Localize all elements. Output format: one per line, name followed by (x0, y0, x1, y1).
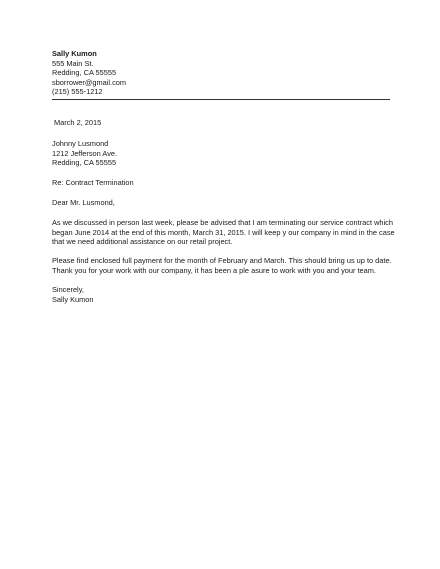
recipient-street: 1212 Jefferson Ave. (52, 148, 118, 158)
paragraph-2-line: Thank you for your work with our company, it has been a ple asure to work with you and your team. (52, 265, 376, 275)
header-divider (52, 99, 390, 100)
recipient-name: Johnny Lusmond (52, 139, 109, 148)
closing: Sincerely, (52, 285, 84, 294)
paragraph-2-line: Please find enclosed full payment for the month of February and March. This should bring us up to date. (52, 256, 392, 265)
sender-city: Redding, CA 55555 (52, 68, 117, 78)
paragraph-1-line: As we discussed in person last week, please be advised that I am terminating our service contract which (52, 218, 393, 227)
body-paragraph-2 (52, 256, 397, 275)
sender-block (52, 49, 390, 97)
recipient-city: Redding, CA 55555 (52, 158, 117, 168)
salutation-block (52, 198, 397, 208)
sender-phone: (215) 555-1212 (52, 87, 103, 97)
letter-date: March 2, 2015 (54, 118, 102, 127)
salutation: Dear Mr. Lusmond, (52, 198, 115, 207)
signature-name: Sally Kumon (52, 294, 94, 304)
recipient-block (52, 139, 397, 168)
letter-date-block (54, 118, 399, 128)
subject-block (52, 178, 397, 188)
closing-block (52, 285, 397, 304)
sender-name: Sally Kumon (52, 49, 97, 58)
sender-email: sborrower@gmail.com (52, 77, 127, 87)
paragraph-1-line: that we need additional assistance on our retail project. (52, 237, 233, 247)
paragraph-1-line: began June 2014 at the end of this month, March 31, 2015. I will keep y our company in mind in the case (52, 227, 395, 237)
sender-street: 555 Main St. (52, 58, 94, 68)
subject-line: Re: Contract Termination (52, 178, 134, 187)
body-paragraph-1 (52, 218, 397, 247)
